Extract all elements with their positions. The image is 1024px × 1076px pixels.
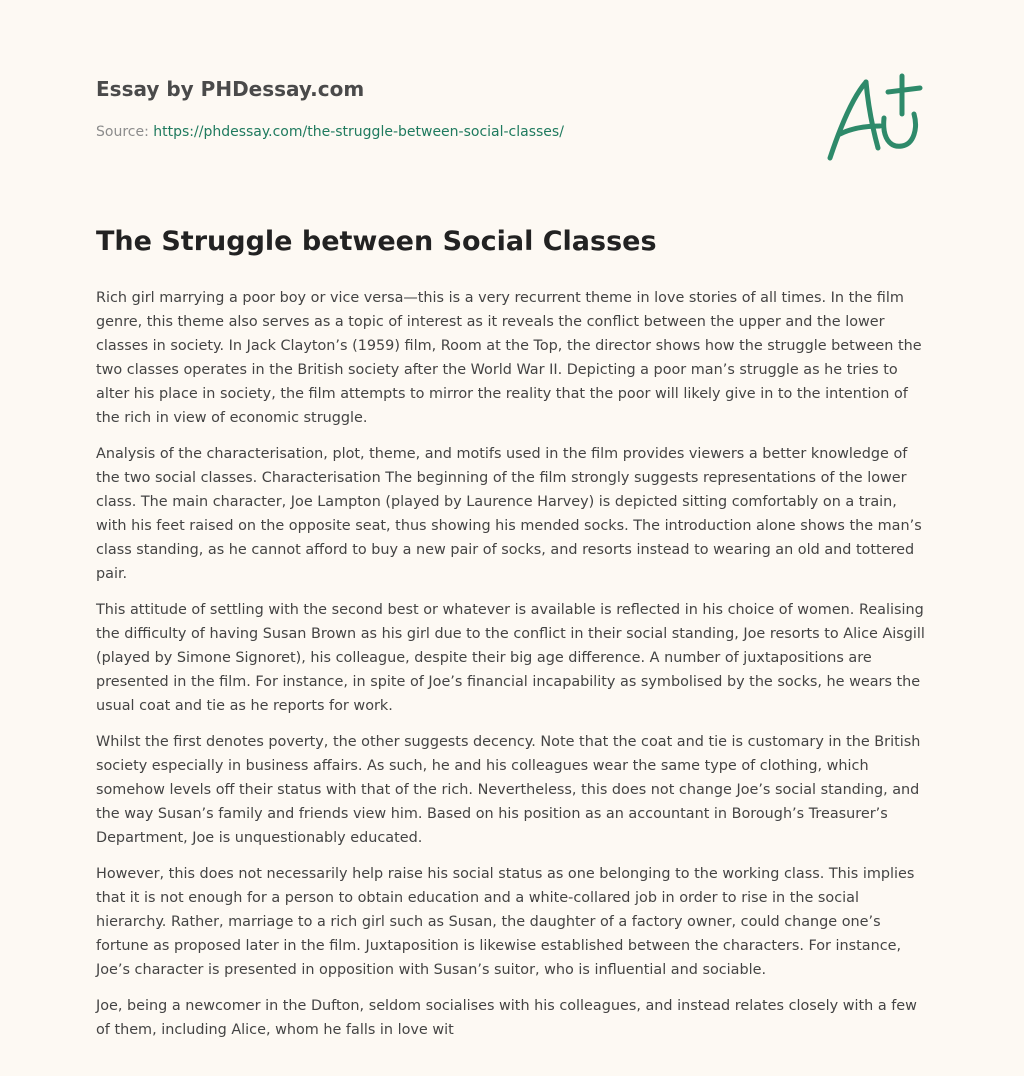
a-plus-logo-icon [822,68,926,164]
source-line [96,124,564,140]
paragraph: Rich girl marrying a poor boy or vice versa—this is a very recurrent theme in love stories of all times. In the film genre, this theme also serves as a topic of interest as it reveals the conflict between the upper and the lower classes in society. In Jack Clayton’s (1959) film, Room at the Top, the director shows how the struggle between the two classes operates in the British society after the World War II. Depicting a poor man’s struggle as he tries to alter his place in society, the film attempts to mirror the reality that the poor will likely give in to the intention of the rich in view of economic struggle. [96,290,922,426]
source-link[interactable]: https://phdessay.com/the-struggle-between-social-classes/ [153,124,564,140]
article-body [96,286,928,1054]
paragraph: Whilst the first denotes poverty, the other suggests decency. Note that the coat and tie is customary in the British society especially in business affairs. As such, he and his colleagues wear the same type of clothing, which somehow levels off their status with that of the rich. Nevertheless, this does not change Joe’s social standing, and the way Susan’s family and friends view him. Based on his position as an accountant in Borough’s Treasurer’s Department, Joe is unquestionably educated. [96,734,921,846]
paragraph: Analysis of the characterisation, plot, theme, and motifs used in the film provides viewers a better knowledge of the two social classes. Characterisation The beginning of the film strongly suggests representations of the lower class. The main character, Joe Lampton (played by Laurence Harvey) is depicted sitting comfortably on a train, with his feet raised on the opposite seat, thus showing his mended socks. The introduction alone shows the man’s class standing, as he cannot afford to buy a new pair of socks, and resorts instead to wearing an old and tottered pair. [96,446,922,582]
article-title: The Struggle between Social Classes [96,226,657,257]
site-brand: Essay by PHDessay.com [96,77,365,101]
paragraph: This attitude of settling with the second best or whatever is available is reflected in his choice of women. Realising the difficulty of having Susan Brown as his girl due to the conflict in their social standing, Joe resorts to Alice Aisgill (played by Simone Signoret), his colleague, despite their big age difference. A number of juxtapositions are presented in the film. For instance, in spite of Joe’s financial incapability as symbolised by the socks, he wears the usual coat and tie as he reports for work. [96,602,925,714]
paragraph: However, this does not necessarily help raise his social status as one belonging to the working class. This implies that it is not enough for a person to obtain education and a white-collared job in order to rise in the social hierarchy. Rather, marriage to a rich girl such as Susan, the daughter of a factory owner, could change one’s fortune as proposed later in the film. Juxtaposition is likewise established between the characters. For instance, Joe’s character is presented in opposition with Susan’s suitor, who is influential and sociable. [96,866,915,978]
source-label: Source: [96,124,154,140]
paragraph: Joe, being a newcomer in the Dufton, seldom socialises with his colleagues, and instead relates closely with a few of them, including Alice, whom he falls in love wit [96,998,917,1038]
